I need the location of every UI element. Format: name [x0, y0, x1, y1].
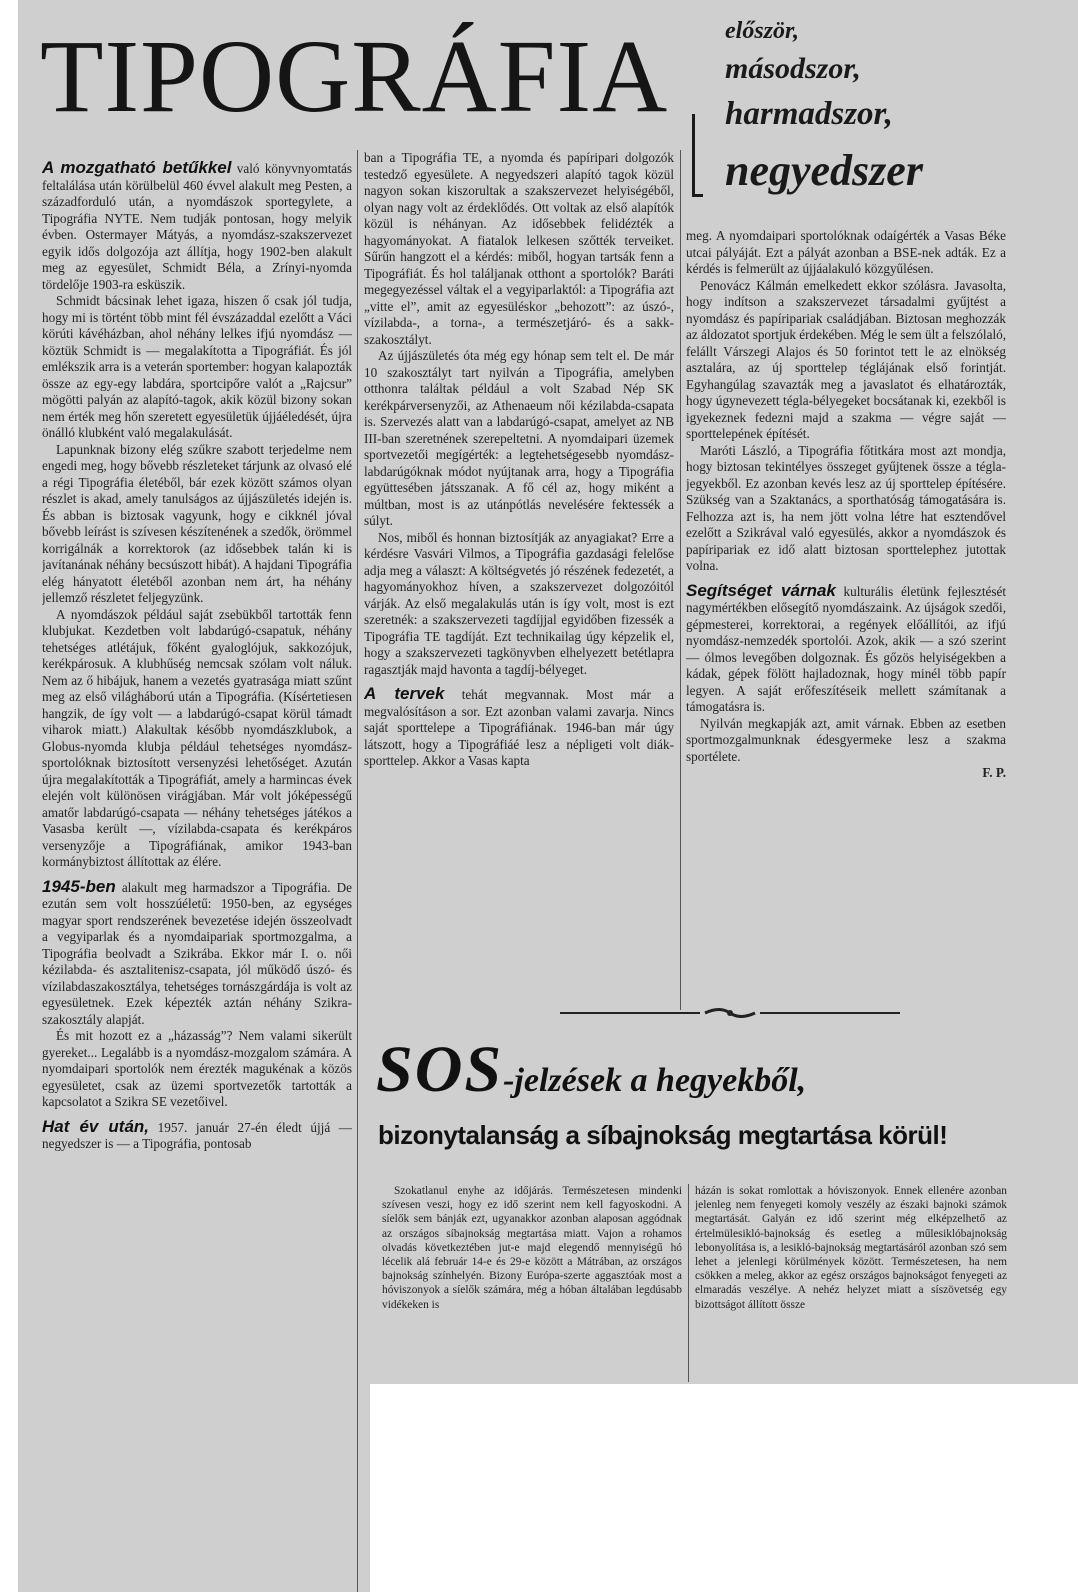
paragraph: Nyilván megkapják azt, amit várnak. Ebben az esetben sportmozgalmunknak édesgyermeke lesz a szakma sportélete. [686, 715, 1006, 764]
subtitle-line-4: negyedszer [725, 146, 923, 195]
section-head-1945: 1945-ben [42, 876, 116, 896]
sos-column-1 [382, 1184, 682, 1382]
sos-headline [376, 1032, 806, 1108]
article-column-1 [42, 160, 352, 1592]
paragraph: A nyomdászok például saját zsebükből tartották fenn klubjukat. Kezdetben volt labdarúgó-csapatuk, néhány tehetséges atlétájuk, főként gyaloglójuk, sakkozójuk, kerékpárosuk. A klubhűség nemcsak szólam volt náluk. Nem az ő hibájuk, hanem a vezetés gyatrasága miatt szűnt meg az első világháború után a Tipográfia. (Kísértetiesen hangzik, de így volt — a labdarúgó-csapat körül támadt viharok miatt.) Alakultak később nyomdászklubok, a Globus-nyomda klubja például tehetséges nyomdász-sportolóknak biztosított versenyzési lehetőséget. Azután újra megalakították a Tipográfiát, amely a harmincas évek elején volt különösen virágjában. Már volt jóképességű amatőr labdarúgó-csapata — néhány tehetséges játékos a Vasasba került —, vízilabda-csapata és kerékpáros versenyzője a Tipográfiának, amikor 1943-ban kormánybiztost állítottak az élére. [42, 606, 352, 869]
author-signature: F. P. [982, 765, 1006, 780]
column-rule-2 [680, 150, 681, 1010]
paragraph: És mit hozott ez a „házasság”? Nem valami sikerült gyereket... Legalább is a nyomdász-mozgalom számára. A nyomdaipari sportolók nem érezték magukénak a közös egyesületet, csak az üzemi sportvezetők tartották a kapcsolatot a Szikra SE vezetőivel. [42, 1028, 352, 1109]
paragraph: házán is sokat romlottak a hóviszonyok. Ennek ellenére azonban jelenleg nem fenyegeti komoly veszély az északi bajnoki számok megtartását. Galyán ez idő szerint még elképzelhető az értelmülesikló-bajnokság és esetleg a műlesiklóbajnokság lebonyolítása is, a lesikló-bajnokság megtartásáról azonban szó sem lehet a jelenlegi körülmények között. Természetesen, ha nem csökken a meleg, akkor az egész országos bajnokságot fenyegeti az elmaradás veszélye. A nehéz helyzet miatt a síszövetség egy bizottságot állított össze [695, 1185, 1007, 1311]
article-column-2 [364, 150, 674, 1010]
headline: TIPOGRÁFIA [40, 19, 669, 134]
sos-headline-rest: -jelzések a hegyekből, [503, 1062, 807, 1099]
paragraph: Lapunknak bizony elég szűkre szabott terjedelme nem engedi meg, hogy bővebb részleteket tárjunk az olvasó elé a régi Tipográfia életéből, bár ezek között számos olyan részlet is akad, amely tanulságos az újjászületés idején is. És abban is biztosak vagyunk, hogy e cikknél jóval bővebb leírást is szívesen készítenének a szedők, örömmel korrigálnák a korrektorok (az idősebbek talán ki is javítanának néhány becsúszott hibát). A hajdani Tipográfia elég hányatott életéből azonban nem árt, ha néhány jellemző részletet feljegyzünk. [42, 441, 352, 605]
sos-headline-big: SOS [376, 1033, 504, 1106]
section-head-segitseget: Segítséget várnak [686, 580, 836, 600]
section-head-intro: A mozgatható betűkkel [42, 160, 232, 177]
section-head-hat-ev: Hat év után, [42, 1116, 150, 1136]
subtitle-line-3: harmadszor, [725, 96, 893, 132]
paragraph: ban a Tipográfia TE, a nyomda és papíripari dolgozók testedző egyesülete. A negyedszeri alapító tagok közül nagyon sokan kiszorultak a szakszervezet helyiségéből, olyan nagy volt az érdeklődés. Ott voltak az első alapítók közül is néhányan. Az idősebbek felidézték a hagyományokat. A fiatalok lelkesen szőtték terveiket. Sűrűn hangzott el a kérdés: miből, hogyan tartsák fenn a Tipográfiát. És hol találjanak otthont a sportolók? Baráti megegyezéssel váltak el a vegyiparlaktól: a Tipográfia azt „vitte el”, amit az egyesüléskor „behozott”: az úszó-, vízilabda-, a torna-, a természetjáró- és a sakk-szakosztályt. [364, 150, 674, 347]
column-rule-1 [357, 150, 358, 1592]
paragraph: Nos, miből és honnan biztosítják az anyagiakat? Erre a kérdésre Vasvári Vilmos, a Tipográfia gazdasági felelőse adja meg a választ: A költségvetés jó részének fedezetét, a hagyományokhoz híven, a szakszervezet dolgozóitól várják. Az első megalakulás után is így volt, most is ezt szeretnék: a szakszervezeti tagdíjjal egyidőben fizessék a Tipográfia TE tagdíját. Ezt technikailag úgy képzelik el, hogy a szakszervezeti tagkönyvben elhelyezett betétlapra ragasztják majd havonta a tagdíj-bélyeget. [364, 529, 674, 677]
paragraph: Szokatlanul enyhe az időjárás. Természetesen mindenki szívesen veszi, hogy ez idő szerint nem kell fagyoskodni. A síelők sem bánják ezt, ugyanakkor azonban alaposan aggódnak az országos síbajnokság megtartása miatt. Vajon a rohamos olvadás következtében jut-e majd elegendő mennyiségű hó lécelik alá február 14-e és 29-e között a Mátrában, az országos bajnokság színhelyén. Bizony Európa-szerte aggasztóak most a hóviszonyok a síelők számára, még a hóban általában legdúsabb vidékeken is [382, 1185, 682, 1311]
ornament-divider [560, 1006, 900, 1020]
paragraph: Schmidt bácsinak lehet igaza, hiszen ő csak jól tudja, hogy mi is történt több mint fél évszázaddal ezelőtt a Váci körúti kávéházban, ahol néhány lelkes ifjú nyomdász — köztük Schmidt is — megalakította a Tipográfiát. És jól emlékszik arra is a veterán sportember: hogyan kalapozták össze az egy-egy labdára, sportcipőre valót a „Rajcsur” mögötti palyán az alapító-tagok, akik közül bizony sokan nem érték meg hőn szeretett egyesületük újjáéledését, újra önálló klubként való megalakulását. [42, 293, 352, 440]
paragraph: kulturális életünk fejlesztését nagymértékben elősegítő nyomdászaink. Az újságok szedői, gépmesterei, korrektorai, a regények előállítói, az ifjú nyomdász-nemzedék sportolói. Azok, akik — a szó szerint — ólmos levegőben dolgoznak. És gőzös helyiségekben a kádak, gépek fölött hajladoznak, hogy minél több papír legyen. A saját erőfeszítéseik mellett számítanak a támogatásra is. [686, 583, 1006, 714]
paragraph: Maróti László, a Tipográfia főtitkára most azt mondja, hogy biztosan tekintélyes összeget gyűjtenek össze a tégla-jegyekből. Ez azonban kevés lesz az új sporttelep építésére. Szükség van a Szaktanács, a sporthatóság támogatására is. Felhozza azt is, ha nem jött volna létre hat esztendővel ezelőtt a Szikrával való egyesülés, akkor a nyomdászok és papíripariak ez idő alatt biztosan sporttelephez jutottak volna. [686, 442, 1006, 573]
paragraph: való könyvnyomtatás feltalálása után körülbelül 460 évvel alakult meg Pesten, a századforduló után, a nyomdászok sportegylete, a Tipográfia NYTE. Nem tudják pontosan, hogy melyik évben. Ostermayer Mátyás, a nyomdász-szakszervezet egyik idős dolgozója azt állítja, hogy 1902-ben alakult meg az egyesület, Schmidt Béla, a Zrínyi-nyomda tördelője 1903-ra esküszik. [42, 161, 352, 292]
paragraph: Az újjászületés óta még egy hónap sem telt el. De már 10 szakosztályt tart nyilván a Tipográfia, amelyben otthonra találtak például a volt Szabad Nép SK kerékpárversenyzői, az Athenaeum női kézilabda-csapata is. Szervezés alatt van a labdarúgó-csapat, amelyet az NB III-ban szeretnének szerepeltetni. A nyomdaipari üzemek sportvezetői megígérték: a legtehetségesebb nyomdász-labdarúgóknak módot nyújtanak arra, hogy a Tipográfia együttesében játsszanak. A fő cél az, hogy miként a múltban, most is az utánpótlás nevelésére fektessék a súlyt. [364, 348, 674, 528]
sos-subheadline: bizonytalanság a síbajnokság megtartása körül! [378, 1120, 948, 1150]
subtitle-line-1: először, [725, 18, 800, 44]
paragraph: alakult meg harmadszor a Tipográfia. De ezután sem volt hosszúéletű: 1950-ben, az egységes magyar sport rendszerének bevezetése idején összeolvadt a vegyiparlak és a nyomdaipariak sportmozgalma, a Tipográfia beolvadt a Szikrába. Ekkor már I. o. női kézilabda- és asztalitenisz-csapata, jól működő úszó- és vízilabdaszakosztálya, tehetséges tornászgárdája is volt az egyesületnek. Ezek képezték aztán néhány Szikra-szakosztály alapját. [42, 879, 352, 1027]
paragraph: meg. A nyomdaipari sportolóknak odaígérték a Vasas Béke utcai pályáját. Ezt a pályát azonban a BSE-nek adták. Ez a kérdés is felmerült az újjáalakuló közgyűlésen. [686, 228, 1006, 276]
subtitle-line-2: másodszor, [725, 52, 861, 85]
headline-bracket [692, 114, 703, 197]
column-rule-3 [688, 1184, 689, 1382]
paragraph: Penovácz Kálmán emelkedett ekkor szólásra. Javasolta, hogy indítson a szakszervezet társadalmi gyűjtést a nyomdász és papíripariak családjában. Biztosan meghozzák az áldozatot sportjuk érdekében. Még le sem ült a felszólaló, felállt Várszegi Alajos és 50 forintot tett le az elnökség asztalára, az új sporttelep téglájának első forintját. Egyhangúlag szavazták meg a javaslatot és elhatározták, hogy úgynevezett tégla-bélyegeket bocsátanak ki, ezekből is igyekeznek fedezni majd a szakma — végre saját — sporttelepének építését. [686, 277, 1006, 441]
sos-column-2 [695, 1184, 1007, 1382]
section-head-tervek: A tervek [364, 684, 445, 703]
article-column-3 [686, 228, 1006, 1008]
paragraph: tehát megvannak. Most már a megvalósításon a sor. Ezt azonban valami zavarja. Nincs saját sporttelepe a Tipográfiának. 1946-ban már úgy látszott, hogy a Tipográfiáé lesz a népligeti volt diák-sporttelep. Akkor a Vasas kapta [364, 687, 674, 768]
paragraph: 1957. január 27-én éledt újjá — negyedszer is — a Tipográfia, pontosab [42, 1119, 352, 1151]
